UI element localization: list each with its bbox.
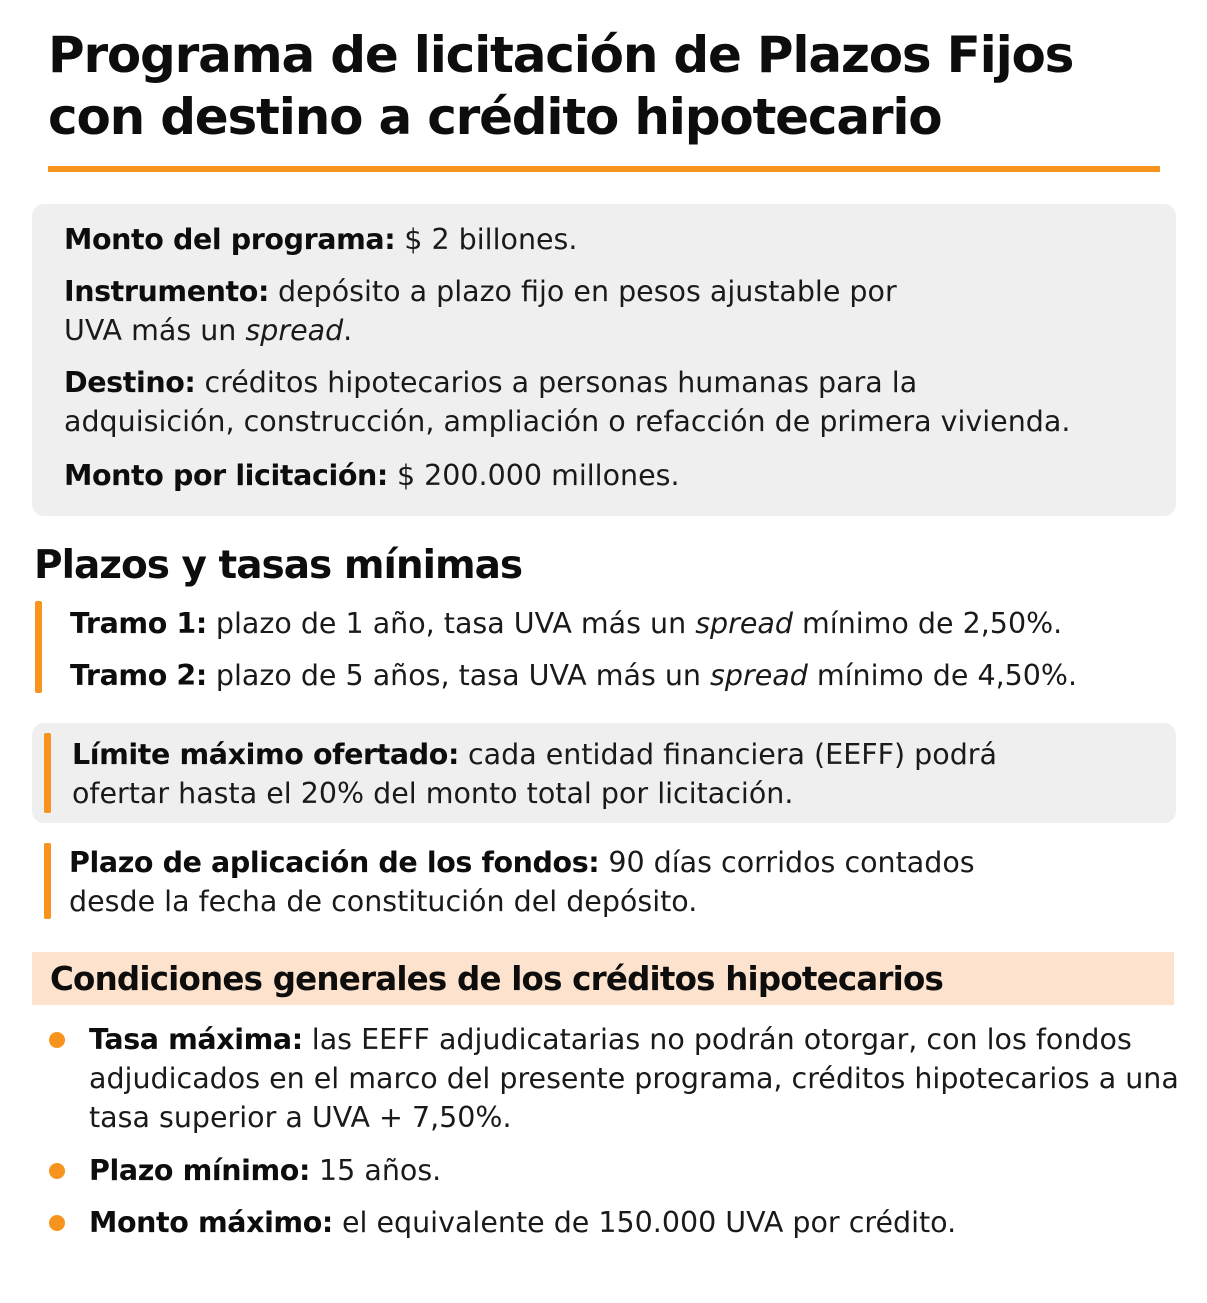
tramo-2-text: plazo de 5 años, tasa UVA más un bbox=[206, 659, 711, 692]
page-title bbox=[48, 24, 1168, 148]
tasa-maxima-label: Tasa máxima: bbox=[89, 1023, 303, 1056]
plazo-minimo-label: Plazo mínimo: bbox=[89, 1154, 310, 1187]
title-line-2: con destino a crédito hipotecario bbox=[48, 88, 942, 146]
instrumento-value-1: depósito a plazo fijo en pesos ajustable por bbox=[268, 275, 897, 308]
aplicacion-accent-bar bbox=[44, 843, 51, 919]
tramo-2-italic: spread bbox=[710, 659, 808, 692]
tramo-2-row bbox=[70, 656, 1077, 695]
aplicacion-label: Plazo de aplicación de los fondos: bbox=[69, 846, 600, 879]
instrumento-label: Instrumento: bbox=[64, 275, 269, 308]
instrumento-italic: spread bbox=[245, 314, 344, 347]
instrumento-row bbox=[64, 272, 897, 350]
tramo-1-italic: spread bbox=[695, 607, 793, 640]
instrumento-value-2: UVA más un bbox=[64, 314, 246, 347]
monto-maximo-value: el equivalente de 150.000 UVA por crédito. bbox=[332, 1206, 957, 1239]
limite-accent-bar bbox=[44, 733, 51, 813]
limite-label: Límite máximo ofertado: bbox=[72, 738, 459, 771]
tramo-1-label: Tramo 1: bbox=[70, 607, 207, 640]
limite-value-1: cada entidad financiera (EEFF) podrá bbox=[458, 738, 997, 771]
tasa-maxima-value-3: tasa superior a UVA + 7,50%. bbox=[89, 1101, 512, 1134]
program-summary-panel bbox=[32, 204, 1176, 516]
tasa-maxima-item bbox=[89, 1020, 1179, 1137]
destino-value-2: adquisición, construcción, ampliación o refacción de primera vivienda. bbox=[64, 405, 1071, 438]
tramo-1-text: plazo de 1 año, tasa UVA más un bbox=[206, 607, 696, 640]
monto-programa-row bbox=[64, 220, 577, 259]
condiciones-heading-bar bbox=[32, 952, 1174, 1005]
aplicacion-value-1: 90 días corridos contados bbox=[599, 846, 975, 879]
bullet-dot-icon bbox=[49, 1032, 65, 1048]
tramo-2-label: Tramo 2: bbox=[70, 659, 207, 692]
plazos-accent-bar bbox=[35, 601, 42, 693]
title-underline bbox=[48, 166, 1160, 172]
plazos-heading: Plazos y tasas mínimas bbox=[34, 543, 523, 588]
destino-row bbox=[64, 363, 1070, 441]
aplicacion-value-2: desde la fecha de constitución del depósito. bbox=[69, 885, 698, 918]
aplicacion-row bbox=[69, 843, 975, 921]
plazo-minimo-item bbox=[89, 1151, 441, 1190]
tasa-maxima-value-1: las EEFF adjudicatarias no podrán otorgar, con los fondos bbox=[302, 1023, 1132, 1056]
tramo-1-row bbox=[70, 604, 1062, 643]
monto-licitacion-value: $ 200.000 millones. bbox=[387, 459, 680, 492]
monto-programa-label: Monto del programa: bbox=[64, 223, 396, 256]
limite-value-2: ofertar hasta el 20% del monto total por licitación. bbox=[72, 777, 794, 810]
monto-licitacion-row bbox=[64, 456, 680, 495]
instrumento-end: . bbox=[343, 314, 353, 347]
monto-maximo-item bbox=[89, 1203, 956, 1242]
destino-label: Destino: bbox=[64, 366, 196, 399]
bullet-dot-icon bbox=[49, 1215, 65, 1231]
monto-maximo-label: Monto máximo: bbox=[89, 1206, 333, 1239]
limite-row bbox=[72, 735, 997, 813]
monto-programa-value: $ 2 billones. bbox=[395, 223, 578, 256]
destino-value-1: créditos hipotecarios a personas humanas para la bbox=[195, 366, 918, 399]
tramo-1-rate: mínimo de 2,50%. bbox=[792, 607, 1063, 640]
monto-licitacion-label: Monto por licitación: bbox=[64, 459, 388, 492]
tasa-maxima-value-2: adjudicados en el marco del presente programa, créditos hipotecarios a una bbox=[89, 1062, 1179, 1095]
tramo-2-rate: mínimo de 4,50%. bbox=[807, 659, 1078, 692]
title-line-1: Programa de licitación de Plazos Fijos bbox=[48, 26, 1074, 84]
plazo-minimo-value: 15 años. bbox=[309, 1154, 442, 1187]
condiciones-heading: Condiciones generales de los créditos hipotecarios bbox=[50, 960, 944, 998]
bullet-dot-icon bbox=[49, 1163, 65, 1179]
